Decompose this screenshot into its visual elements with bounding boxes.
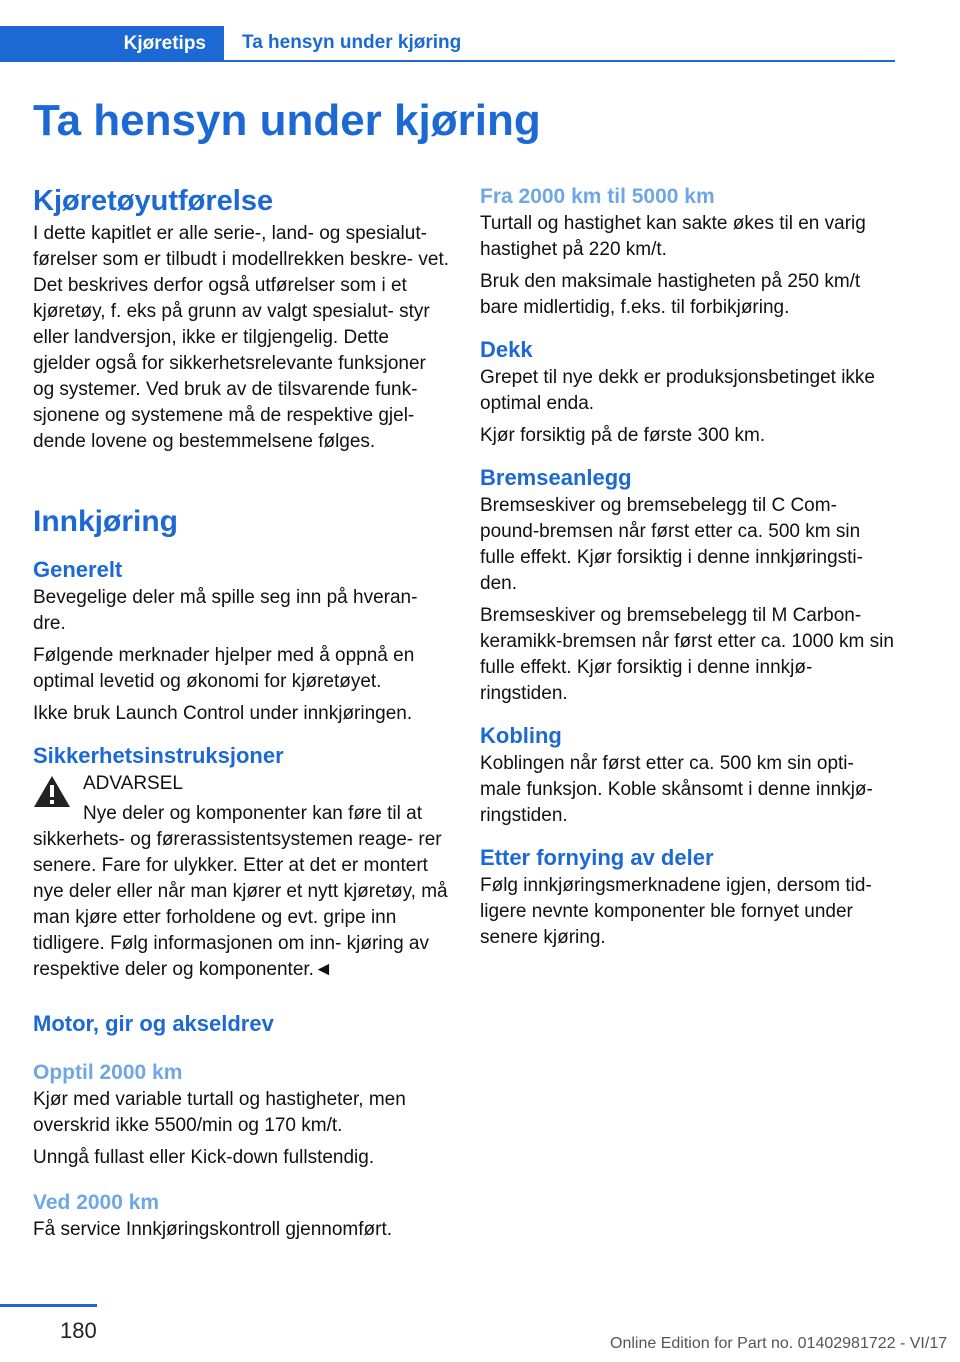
footer-rule	[0, 1304, 97, 1307]
subheading-generelt: Generelt	[33, 557, 123, 582]
subheading-opptil-2000-km: Opptil 2000 km	[33, 1061, 183, 1084]
page-title: Ta hensyn under kjøring	[33, 96, 541, 145]
paragraph-dekk-2: Kjør forsiktig på de første 300 km.	[480, 425, 766, 446]
paragraph-fra-1: Turtall og hastighet kan sakte økes til en varig hastighet på 220 km/t.	[480, 213, 866, 260]
warning-label: ADVARSEL	[83, 773, 183, 794]
paragraph-etter-1: Følg innkjøringsmerknadene igjen, dersom tid‐ ligere nevnte komponenter ble fornyet under senere kjøring.	[480, 875, 872, 948]
section-heading-innkjoring: Innkjøring	[33, 505, 178, 538]
subheading-dekk: Dekk	[480, 337, 533, 362]
subheading-bremseanlegg: Bremseanlegg	[480, 465, 632, 490]
left-column	[33, 183, 451, 1249]
paragraph-kjoretoyutforelse: I dette kapitlet er alle serie-, land- og spesialut‐ førelser som er tilbudt i modellrekken beskre‐ vet. Det beskrives derfor også utførelser som i et kjøretøy, f. eks på grunn av valgt spesialut‐ styr eller landversjon, ikke er tilgjengelig. Dette gjelder også for sikkerhetsrelevante funksjoner og systemer. Ved bruk av de tilsvarende funk‐ sjonene og systemene må de respektive gjel‐ dende lovene og bestemmelsene følges.	[33, 223, 450, 452]
paragraph-ved-1: Få service Innkjøringskontroll gjennomført.	[33, 1219, 393, 1240]
paragraph-brems-1: Bremseskiver og bremsebelegg til C Com‐ pound-bremsen når først etter ca. 500 km sin fulle effekt. Kjør forsiktig i denne innkjøringsti‐ den.	[480, 495, 863, 594]
subheading-ved-2000-km: Ved 2000 km	[33, 1191, 160, 1214]
section-tab[interactable]	[0, 26, 224, 62]
subheading-fra-2000-til-5000-km: Fra 2000 km til 5000 km	[480, 185, 715, 208]
paragraph-brems-2: Bremseskiver og bremsebelegg til M Carbon- keramikk-bremsen når først etter ca. 1000 km sin fulle effekt. Kjør forsiktig i denne innkjø‐ ringstiden.	[480, 605, 894, 704]
breadcrumb-label: Ta hensyn under kjøring	[242, 32, 462, 53]
section-heading-kjoretoyutforelse: Kjøretøyutførelse	[33, 185, 274, 217]
warning-triangle-icon	[33, 774, 71, 808]
subheading-kobling: Kobling	[480, 723, 562, 748]
edition-note: Online Edition for Part no. 01402981722 - VI/17	[610, 1335, 948, 1352]
paragraph-generelt-2: Følgende merknader hjelper med å oppnå en optimal levetid og økonomi for kjøretøyet.	[33, 645, 415, 692]
header-rule	[0, 60, 895, 62]
paragraph-dekk-1: Grepet til nye dekk er produksjonsbetinget ikke optimal enda.	[480, 367, 875, 414]
paragraph-generelt-3: Ikke bruk Launch Control under innkjøringen.	[33, 703, 413, 724]
paragraph-generelt-1: Bevegelige deler må spille seg inn på hveran‐ dre.	[33, 587, 418, 634]
subheading-motor-gir-akseldrev: Motor, gir og akseldrev	[33, 1011, 274, 1036]
subheading-sikkerhetsinstruksjoner: Sikkerhetsinstruksjoner	[33, 743, 284, 768]
warning-block	[33, 771, 451, 797]
paragraph-opptil-2: Unngå fullast eller Kick-down fullstendig.	[33, 1147, 375, 1168]
header-bar	[0, 26, 895, 62]
paragraph-opptil-1: Kjør med variable turtall og hastigheter, men overskrid ikke 5500/min og 170 km/t.	[33, 1089, 406, 1136]
paragraph-kobling-1: Koblingen når først etter ca. 500 km sin opti‐ male funksjon. Koble skånsomt i denne innkjø‐ ringstiden.	[480, 753, 873, 826]
page-number: 180	[60, 1318, 97, 1343]
subheading-etter-fornying: Etter fornying av deler	[480, 845, 714, 870]
warning-text: Nye deler og komponenter kan føre til at sikkerhets- og førerassistentsystemen reage‐ rer senere. Fare for ulykker. Etter at det er montert nye deler eller når man kjører et nytt kjøretøy, må man kjøre etter forholdene og evt. gripe inn tidligere. Følg informasjonen om inn‐ kjøring av respektive deler og komponenter.◄	[33, 803, 448, 980]
breadcrumb[interactable]	[242, 26, 461, 60]
section-tab-label: Kjøretips	[123, 33, 206, 54]
right-column	[480, 183, 895, 957]
paragraph-fra-2: Bruk den maksimale hastigheten på 250 km/t bare midlertidig, f.eks. til forbikjøring.	[480, 271, 861, 318]
